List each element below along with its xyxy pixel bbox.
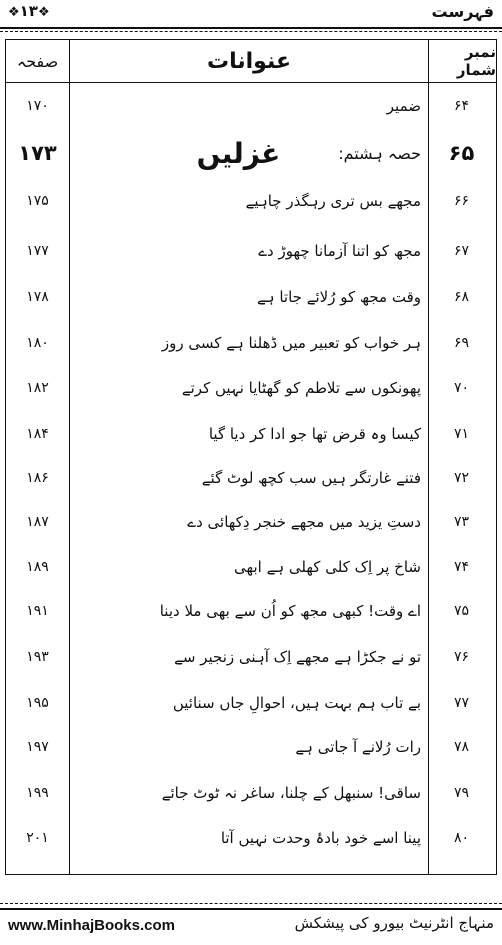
table-row: [6, 593, 495, 629]
ornament-icon: ❖: [8, 5, 20, 20]
table-row: [6, 685, 495, 721]
row-title[interactable]: فتنے غارتگر ہیں سب کچھ لوٹ گئے: [201, 469, 421, 487]
header-rule: [0, 27, 502, 29]
table-row: [6, 233, 495, 269]
row-page: ۱۹۷: [26, 739, 49, 755]
row-page: ۲۰۱: [26, 830, 49, 846]
row-page: ۱۸۲: [26, 380, 49, 396]
row-page: ۱۸۹: [26, 559, 49, 575]
page-number-text: ۱۳: [19, 2, 38, 20]
table-row: [6, 370, 495, 406]
row-title[interactable]: ہر خواب کو تعبیر میں ڈھلنا ہے کسی روز: [161, 334, 421, 352]
column-header-title: عنوانات: [207, 48, 291, 74]
contents-table: [5, 39, 497, 875]
footer-rule: [0, 908, 502, 910]
row-number: ۶۹: [453, 335, 470, 351]
table-row: [6, 639, 495, 675]
page-number: [8, 2, 50, 20]
row-number: ۷۶: [453, 649, 470, 665]
row-number: ۷۸: [453, 739, 470, 755]
header-dashed-rule: [0, 31, 502, 32]
row-title[interactable]: مجھے بس تری رہگذر چاہیے: [245, 192, 421, 210]
row-title[interactable]: ضمیر: [386, 97, 421, 115]
row-page: ۱۷۵: [26, 193, 49, 209]
table-row: [6, 729, 495, 765]
column-header-number: نمبر شمار: [456, 43, 496, 79]
section-name: غزلیں: [196, 136, 281, 170]
row-number: ۷۱: [453, 426, 470, 442]
header-title: فہرست: [431, 2, 494, 21]
table-row: [6, 183, 495, 219]
row-number: ۷۹: [453, 785, 470, 801]
row-title[interactable]: مجھ کو اتنا آزمانا چھوڑ دے: [258, 242, 421, 260]
row-page: ۱۸۶: [26, 470, 49, 486]
table-row: [6, 128, 495, 178]
row-page: ۱۸۷: [26, 514, 49, 530]
footer-publisher: منہاج انٹرنیٹ بیورو کی پیشکش: [294, 914, 494, 932]
table-row: [6, 775, 495, 811]
row-title[interactable]: وقت مجھ کو رُلائے جاتا ہے: [257, 288, 421, 306]
table-row: [6, 416, 495, 452]
row-number: ۶۷: [453, 243, 470, 259]
table-row: [6, 325, 495, 361]
table-row: [6, 504, 495, 540]
row-number: ۷۵: [453, 603, 470, 619]
row-page: ۱۸۴: [26, 426, 49, 442]
row-page: ۱۹۵: [26, 695, 49, 711]
row-number: ۷۳: [453, 514, 470, 530]
row-title[interactable]: ساقی! سنبھل کے چلنا، ساغر نہ ٹوٹ جائے: [161, 784, 421, 802]
row-title[interactable]: شاخ پر اِک کلی کھلی ہے ابھی: [234, 558, 421, 576]
row-title[interactable]: پھونکوں سے تلاطم کو گھٹایا نہیں کرتے: [181, 379, 421, 397]
row-title[interactable]: [71, 128, 421, 178]
table-row: [6, 460, 495, 496]
row-number: ۶۶: [453, 193, 470, 209]
row-number: ۷۲: [453, 470, 470, 486]
row-page: ۱۹۱: [26, 603, 49, 619]
page-header: [0, 0, 502, 28]
row-title[interactable]: پینا اسے خود بادۂ وحدت نہیں آتا: [220, 829, 421, 847]
row-page: ۱۷۰: [26, 98, 49, 114]
table-row: [6, 820, 495, 856]
row-number: ۸۰: [453, 830, 470, 846]
footer-dashed-rule: [0, 903, 502, 904]
footer-website-link[interactable]: www.MinhajBooks.com: [8, 917, 175, 934]
row-page: ۱۷۸: [26, 289, 49, 305]
row-number: ۷۷: [453, 695, 470, 711]
ornament-icon: ❖: [37, 5, 50, 20]
row-title[interactable]: تو نے جکڑا ہے مجھے اِک آہنی زنجیر سے: [174, 648, 421, 666]
row-page: ۱۷۷: [26, 243, 49, 259]
table-row: [6, 88, 495, 124]
row-number: ۶۴: [453, 98, 470, 114]
header-divider: [6, 82, 496, 83]
row-page: ۱۹۳: [26, 649, 49, 665]
row-page: ۱۸۰: [26, 335, 49, 351]
column-header-page: صفحہ: [16, 51, 59, 71]
row-page: ۱۷۳: [18, 141, 57, 165]
row-number: ۶۸: [453, 289, 470, 305]
row-number: ۷۴: [453, 559, 470, 575]
row-title[interactable]: اے وقت! کبھی مجھ کو اُن سے بھی ملا دینا: [159, 602, 421, 620]
table-row: [6, 279, 495, 315]
row-number: ۶۵: [448, 141, 475, 165]
row-number: ۷۰: [453, 380, 470, 396]
row-title[interactable]: بے تاب ہم بہت ہیں، احوالِ جاں سنائیں: [172, 694, 421, 712]
row-title[interactable]: رات رُلانے آ جاتی ہے: [295, 738, 421, 756]
row-title[interactable]: دستِ یزید میں مجھے خنجر دِکھائی دے: [187, 513, 421, 531]
row-page: ۱۹۹: [26, 785, 49, 801]
section-label: حصہ ہشتم:: [338, 143, 421, 163]
row-title[interactable]: کیسا وہ قرض تھا جو ادا کر دیا گیا: [208, 425, 421, 443]
table-row: [6, 549, 495, 585]
